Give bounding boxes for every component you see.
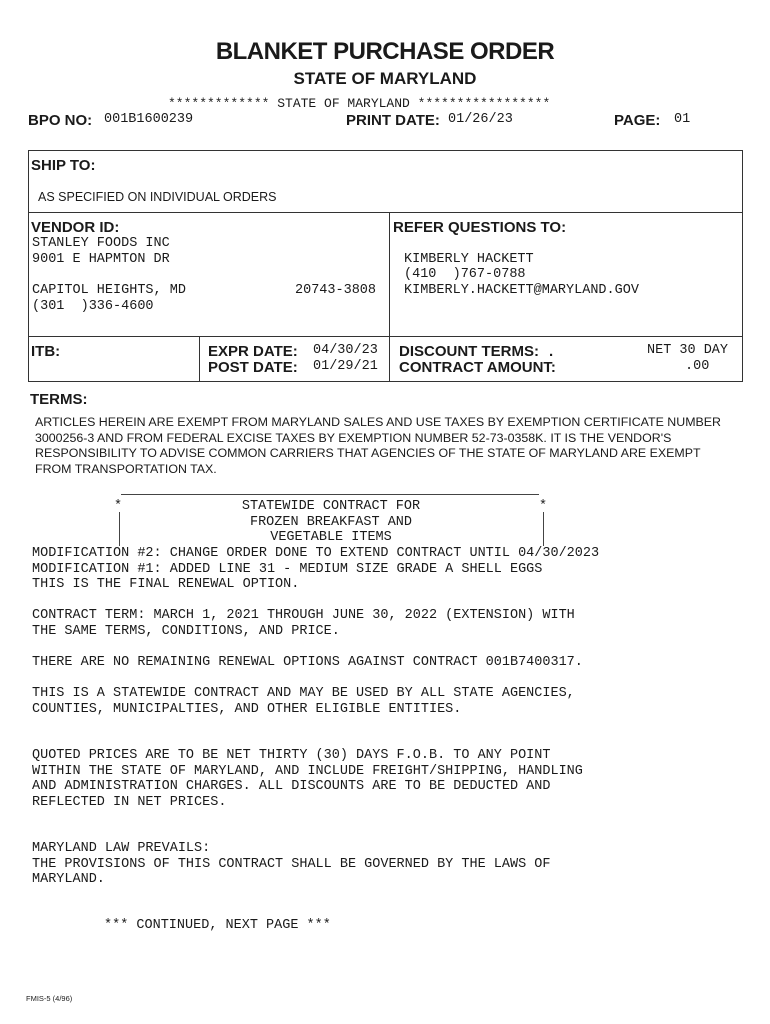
vendor-id-label: VENDOR ID: [31,219,120,236]
post-date-value: 01/29/21 [313,359,378,374]
page-label: PAGE: [614,112,661,129]
pricing-line-1: QUOTED PRICES ARE TO BE NET THIRTY (30) DAYS F.O.B. TO ANY POINT [32,748,551,763]
expr-date-value: 04/30/23 [313,343,378,358]
discount-terms-dot: . [549,343,554,360]
law-line-2: MARYLAND. [32,872,105,887]
stars-banner: ************* STATE OF MARYLAND ***************** [168,96,551,111]
terms-text: ARTICLES HEREIN ARE EXEMPT FROM MARYLAND SALES AND USE TAXES BY EXEMPTION CERTIFICATE NUMBER 3000256-3 AND FROM FEDERAL EXCISE TAXES BY EXEMPTION NUMBER 52-73-0358K. IT IS THE VENDOR'S RESPONSIBILITY TO ADVISE COMMON CARRIERS THAT AGENCIES OF THE STATE OF MARYLAND ARE EXEMPT FROM TRANSPORTATION TAX. [35,415,722,476]
bpo-number: 001B1600239 [104,112,194,127]
terms-label: TERMS: [30,391,88,408]
discount-terms-label: DISCOUNT TERMS: [399,343,539,360]
contract-amount-label: CONTRACT AMOUNT: [399,359,556,376]
print-date-value: 01/26/23 [448,112,513,127]
print-date-label: PRINT DATE: [346,112,440,129]
contact-phone: (410 )767-0788 [404,267,526,282]
renewal-options: THERE ARE NO REMAINING RENEWAL OPTIONS AGAINST CONTRACT 001B7400317. [32,655,583,670]
contract-amount-value: .00 [685,359,710,374]
renewal-note: THIS IS THE FINAL RENEWAL OPTION. [32,577,300,592]
box-star-left: * [114,499,123,514]
modification-1: MODIFICATION #1: ADDED LINE 31 - MEDIUM SIZE GRADE A SHELL EGGS [32,562,543,577]
law-heading: MARYLAND LAW PREVAILS: [32,841,211,856]
vendor-address: 9001 E HAPMTON DR [32,252,170,267]
bpo-label: BPO NO: [28,112,93,129]
expr-date-label: EXPR DATE: [208,343,298,360]
vendor-zip: 20743-3808 [295,283,377,298]
statewide-line-2: COUNTIES, MUNICIPALTIES, AND OTHER ELIGIBLE ENTITIES. [32,702,462,717]
contact-email: KIMBERLY.HACKETT@MARYLAND.GOV [404,283,639,298]
post-date-label: POST DATE: [208,359,298,376]
pricing-line-4: REFLECTED IN NET PRICES. [32,795,227,810]
refer-questions-label: REFER QUESTIONS TO: [393,219,567,236]
vendor-name: STANLEY FOODS INC [32,236,170,251]
itb-label: ITB: [31,343,61,360]
law-line-1: THE PROVISIONS OF THIS CONTRACT SHALL BE GOVERNED BY THE LAWS OF [32,857,551,872]
box-line-1: STATEWIDE CONTRACT FOR [241,499,421,514]
ship-to-label: SHIP TO: [31,157,96,174]
page-number: 01 [674,112,691,127]
document-title: BLANKET PURCHASE ORDER [215,38,555,65]
pricing-line-3: AND ADMINISTRATION CHARGES. ALL DISCOUNTS ARE TO BE DEDUCTED AND [32,779,551,794]
vendor-phone: (301 )336-4600 [32,299,154,314]
continued-notice: *** CONTINUED, NEXT PAGE *** [104,918,331,933]
pricing-line-2: WITHIN THE STATE OF MARYLAND, AND INCLUDE FREIGHT/SHIPPING, HANDLING [32,764,583,779]
statewide-line-1: THIS IS A STATEWIDE CONTRACT AND MAY BE USED BY ALL STATE AGENCIES, [32,686,575,701]
form-id: FMIS-5 (4/96) [26,994,73,1003]
box-star-right: * [539,499,548,514]
vendor-city: CAPITOL HEIGHTS, MD [32,283,186,298]
contract-term-line-1: CONTRACT TERM: MARCH 1, 2021 THROUGH JUNE 30, 2022 (EXTENSION) WITH [32,608,575,623]
document-subtitle: STATE OF MARYLAND [293,69,477,88]
discount-terms-value: NET 30 DAY [647,343,729,358]
ship-to-value: AS SPECIFIED ON INDIVIDUAL ORDERS [38,190,277,204]
contact-name: KIMBERLY HACKETT [404,252,534,267]
box-line-2: FROZEN BREAKFAST AND [249,515,413,530]
contract-term-line-2: THE SAME TERMS, CONDITIONS, AND PRICE. [32,624,340,639]
modification-2: MODIFICATION #2: CHANGE ORDER DONE TO EXTEND CONTRACT UNTIL 04/30/2023 [32,546,600,561]
box-line-3: VEGETABLE ITEMS [270,530,392,545]
